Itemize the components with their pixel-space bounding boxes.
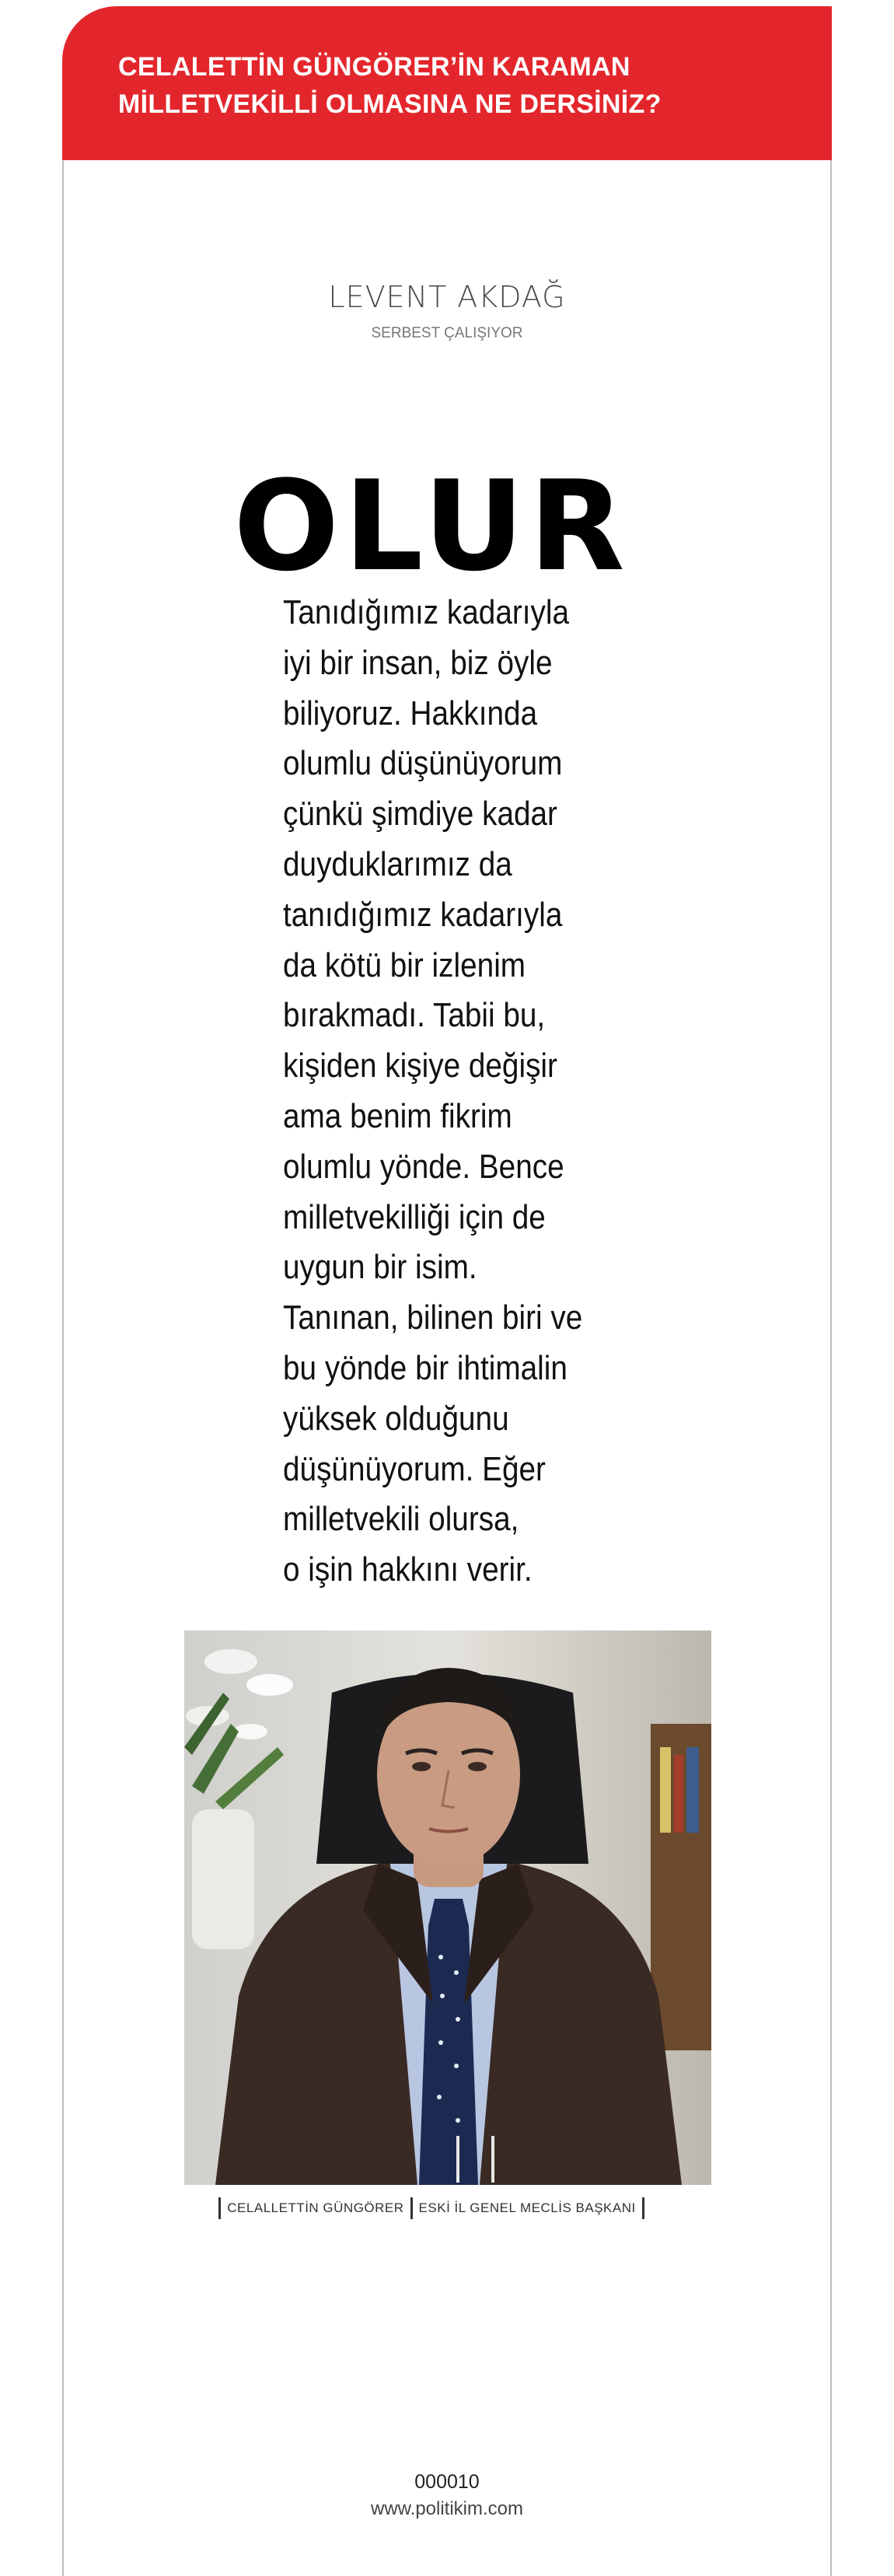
question-title (118, 48, 802, 123)
body-line: biliyoruz. Hakkında (283, 694, 538, 732)
body-line: bırakmadı. Tabii bu, (283, 996, 546, 1035)
body-line: milletvekili olursa, (283, 1500, 519, 1539)
question-banner (62, 6, 832, 160)
body-line: uygun bir isim. (283, 1248, 477, 1287)
body-line: olumlu yönde. Bence (283, 1147, 564, 1186)
answer-headline: OLUR (233, 453, 630, 599)
body-line: tanıdığımız kadarıyla (283, 895, 563, 934)
caption-divider (218, 2197, 221, 2219)
body-line: kişiden kişiye değişir (283, 1047, 557, 1085)
caption-person-title: ESKİ İL GENEL MECLİS BAŞKANI (418, 2200, 636, 2215)
body-line: Tanıdığımız kadarıyla (283, 593, 570, 631)
caption-divider (410, 2197, 413, 2219)
body-line: bu yönde bir ihtimalin (283, 1348, 567, 1387)
body-line: yüksek olduğunu (283, 1399, 509, 1438)
photo-caption (0, 2197, 863, 2219)
body-line: ama benim fikrim (283, 1096, 512, 1135)
page-number: 000010 (414, 2471, 480, 2493)
body-line: düşünüyorum. Eğer (283, 1449, 546, 1488)
body-line: milletvekilliği için de (283, 1197, 546, 1236)
question-title-line-2: MİLLETVEKİLLİ OLMASINA NE DERSİNİZ? (118, 89, 662, 119)
author-role: SERBEST ÇALIŞIYOR (371, 325, 523, 341)
website-url[interactable]: www.politikim.com (370, 2498, 524, 2519)
body-line: Tanınan, bilinen biri ve (283, 1298, 583, 1337)
body-line: çünkü şimdiye kadar (283, 795, 557, 834)
body-line: duyduklarımız da (283, 844, 512, 883)
body-line: o işin hakkını verir. (283, 1550, 533, 1589)
portrait-photo (184, 1631, 711, 2185)
body-line: da kötü bir izlenim (283, 945, 526, 984)
caption-person-name: CELALLETTİN GÜNGÖRER (227, 2200, 404, 2215)
question-title-line-1: CELALETTİN GÜNGÖRER’İN KARAMAN (118, 52, 630, 82)
body-line: iyi bir insan, biz öyle (283, 643, 553, 682)
body-line: olumlu düşünüyorum (283, 744, 563, 783)
caption-divider (642, 2197, 644, 2219)
author-name: LEVENT AKDAĞ (328, 280, 566, 314)
answer-body (283, 588, 583, 1596)
